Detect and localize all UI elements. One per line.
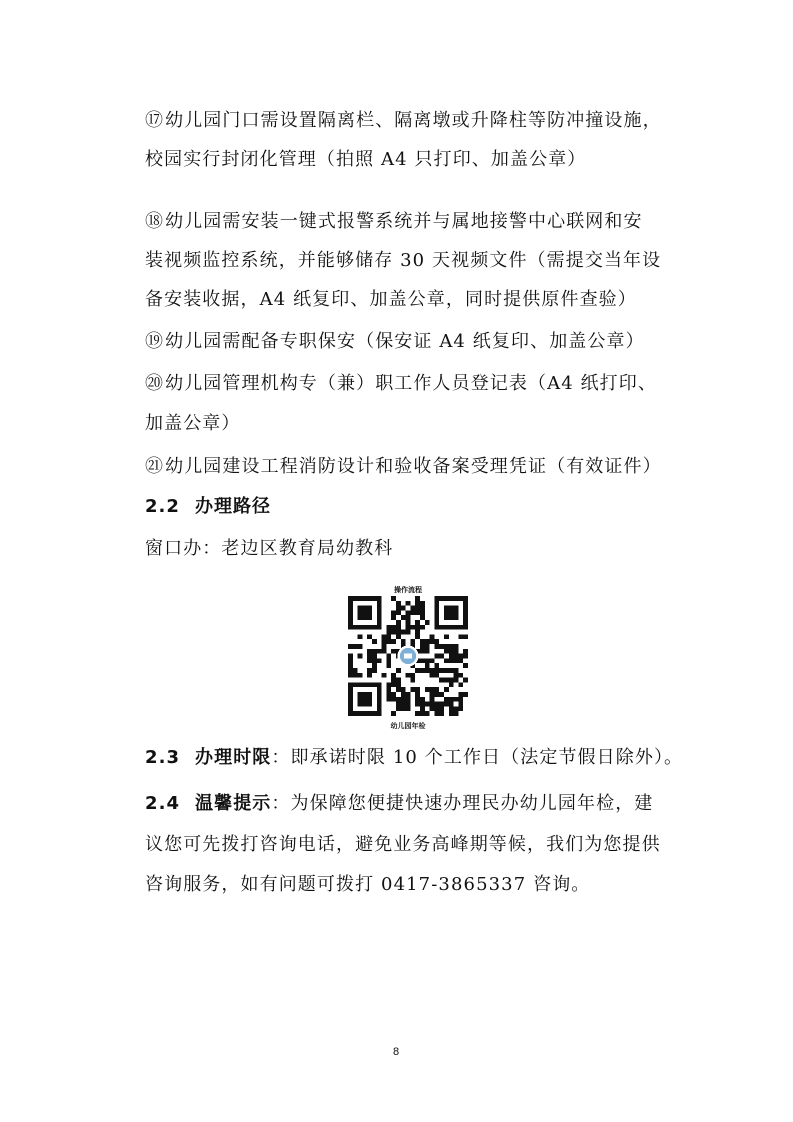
circled-number-20: ⑳ [145,373,165,394]
section-heading-2-2: 2.2 办理路径 [145,496,271,517]
circled-number-21: ㉑ [145,456,165,477]
item-17-line-1: ⑰幼儿园门口需设置隔离栏、隔离墩或升降柱等防冲撞设施， [145,110,662,131]
qr-code-block [345,585,471,731]
item-20-line-1: ⑳幼儿园管理机构专（兼）职工作人员登记表（A4 纸打印、 [145,373,657,394]
qr-caption: 幼儿园年检 [390,722,426,730]
section-2-4-line-3: 咨询服务，如有问题可拨打 0417-3865337 咨询。 [145,874,591,895]
section-2-4-line-2: 议您可先拨打咨询电话，避免业务高峰期等候，我们为您提供 [145,834,661,855]
circled-number-17: ⑰ [145,110,165,131]
item-21-line-1: ㉑幼儿园建设工程消防设计和验收备案受理凭证（有效证件） [145,456,662,477]
item-17-line-2: 校园实行封闭化管理（拍照 A4 只打印、加盖公章） [145,149,587,170]
qr-code-image [348,596,468,716]
window-office-text: 窗口办：老边区教育局幼教科 [145,538,394,559]
section-2-3-text: ：即承诺时限 10 个工作日（法定节假日除外）。 [271,747,684,768]
section-2-4-line-1: 2.4 温馨提示：为保障您便捷快速办理民办幼儿园年检，建 [145,793,654,814]
section-2-3-label: 办理时限 [195,747,272,768]
item-18-line-1: ⑱幼儿园需安装一键式报警系统并与属地接警中心联网和安 [145,211,643,232]
section-2-4-label: 温馨提示 [195,793,272,814]
item-18-line-3: 备安装收据，A4 纸复印、加盖公章，同时提供原件查验） [145,289,637,310]
item-19-line-1: ⑲幼儿园需配备专职保安（保安证 A4 纸复印、加盖公章） [145,331,645,352]
qr-title: 操作流程 [394,586,422,594]
circled-number-19: ⑲ [145,331,165,352]
section-2-3: 2.3 办理时限：即承诺时限 10 个工作日（法定节假日除外）。 [145,747,684,768]
item-18-line-2: 装视频监控系统，并能够储存 30 天视频文件（需提交当年设 [145,250,662,271]
page-number: 8 [392,1046,400,1058]
item-20-line-2: 加盖公章） [145,413,241,434]
circled-number-18: ⑱ [145,211,165,232]
